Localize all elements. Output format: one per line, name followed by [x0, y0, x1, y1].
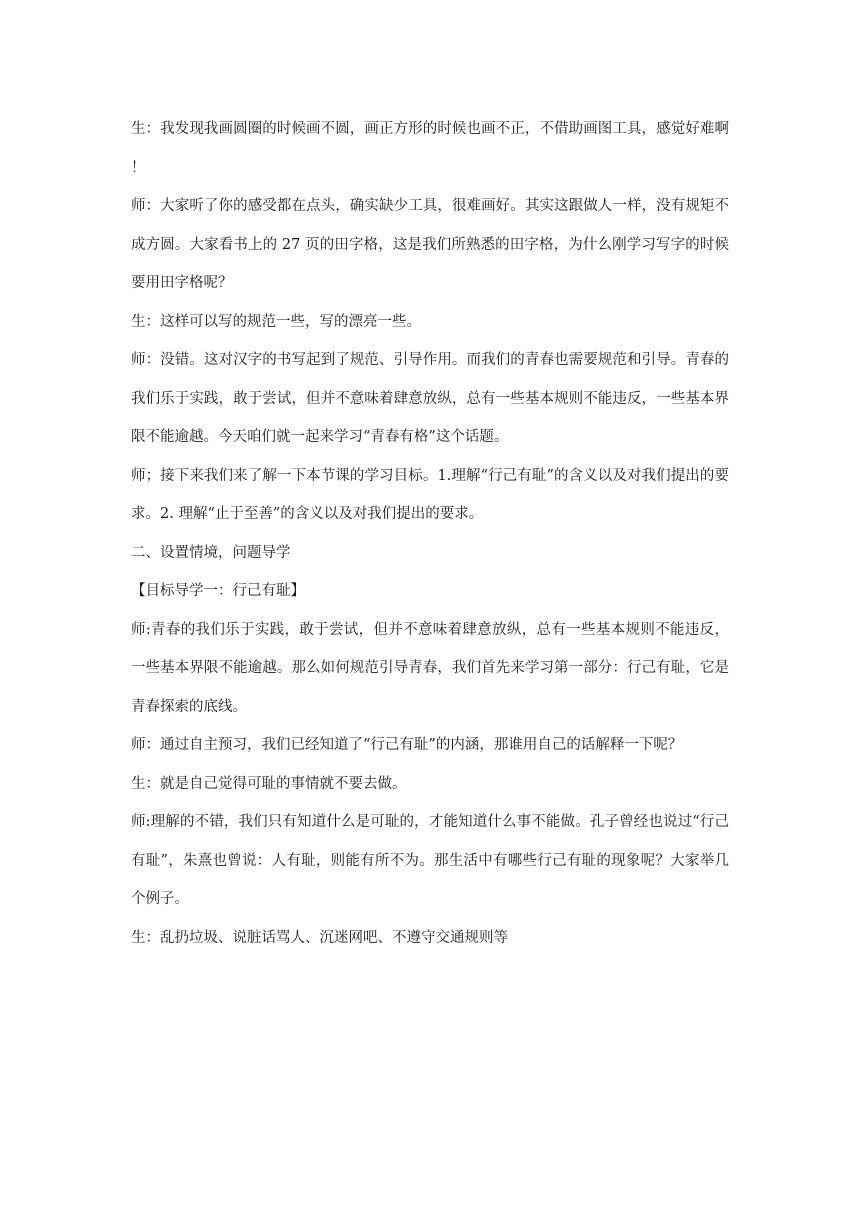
paragraph-teacher-objectives: 师；接下来我们来了解一下本节课的学习目标。1.理解“行己有耻”的含义以及对我们提出的要求。2. 理解“止于至善”的含义以及对我们提出的要求。 — [131, 467, 729, 522]
paragraph-student-answer: 生：就是自己觉得可耻的事情就不要去做。 — [131, 775, 407, 792]
paragraph-student-examples: 生：乱扔垃圾、说脏话骂人、沉迷网吧、不遵守交通规则等 — [131, 929, 508, 946]
paragraph-teacher-rules: 师：大家听了你的感受都在点头，确实缺少工具，很难画好。其实这跟做人一样，没有规矩不成方圆。大家看书上的 27 页的田字格，这是我们所熟悉的田字格，为什么刚学习写字的时候要用田字格呢？ — [131, 198, 729, 291]
document-body — [131, 110, 729, 957]
paragraph-teacher-question: 师：通过自主预习，我们已经知道了“行己有耻”的内涵，那谁用自己的话解释一下呢？ — [131, 737, 683, 753]
paragraph-teacher-youth: 师：没错。这对汉字的书写起到了规范、引导作用。而我们的青春也需要规范和引导。青春的我们乐于实践，敢于尝试，但并不意味着肆意放纵，总有一些基本规则不能违反，一些基本界限不能逾越。今天咱们就一起来学习“青春有格”这个话题。 — [131, 352, 729, 445]
section-heading: 二、设置情境，问题导学 — [131, 544, 291, 561]
paragraph-student-standard: 生：这样可以写的规范一些，写的漂亮一些。 — [131, 313, 421, 330]
paragraph-teacher-bottom-line: 师:青春的我们乐于实践，敢于尝试，但并不意味着肆意放纵，总有一些基本规则不能违反，一些基本界限不能逾越。那么如何规范引导青春，我们首先来学习第一部分：行己有耻，它是青春探索的底线。 — [131, 621, 729, 715]
paragraph-student-drawing: 生：我发现我画圆圈的时候画不圆，画正方形的时候也画不正，不借助画图工具，感觉好难啊！ — [131, 121, 729, 176]
paragraph-teacher-examples: 师:理解的不错，我们只有知道什么是可耻的，才能知道什么事不能做。孔子曾经也说过“行己有耻”，朱熹也曾说：人有耻，则能有所不为。那生活中有哪些行己有耻的现象呢？大家举几个例子。 — [131, 814, 729, 907]
goal-heading: 【目标导学一：行己有耻】 — [131, 583, 305, 599]
